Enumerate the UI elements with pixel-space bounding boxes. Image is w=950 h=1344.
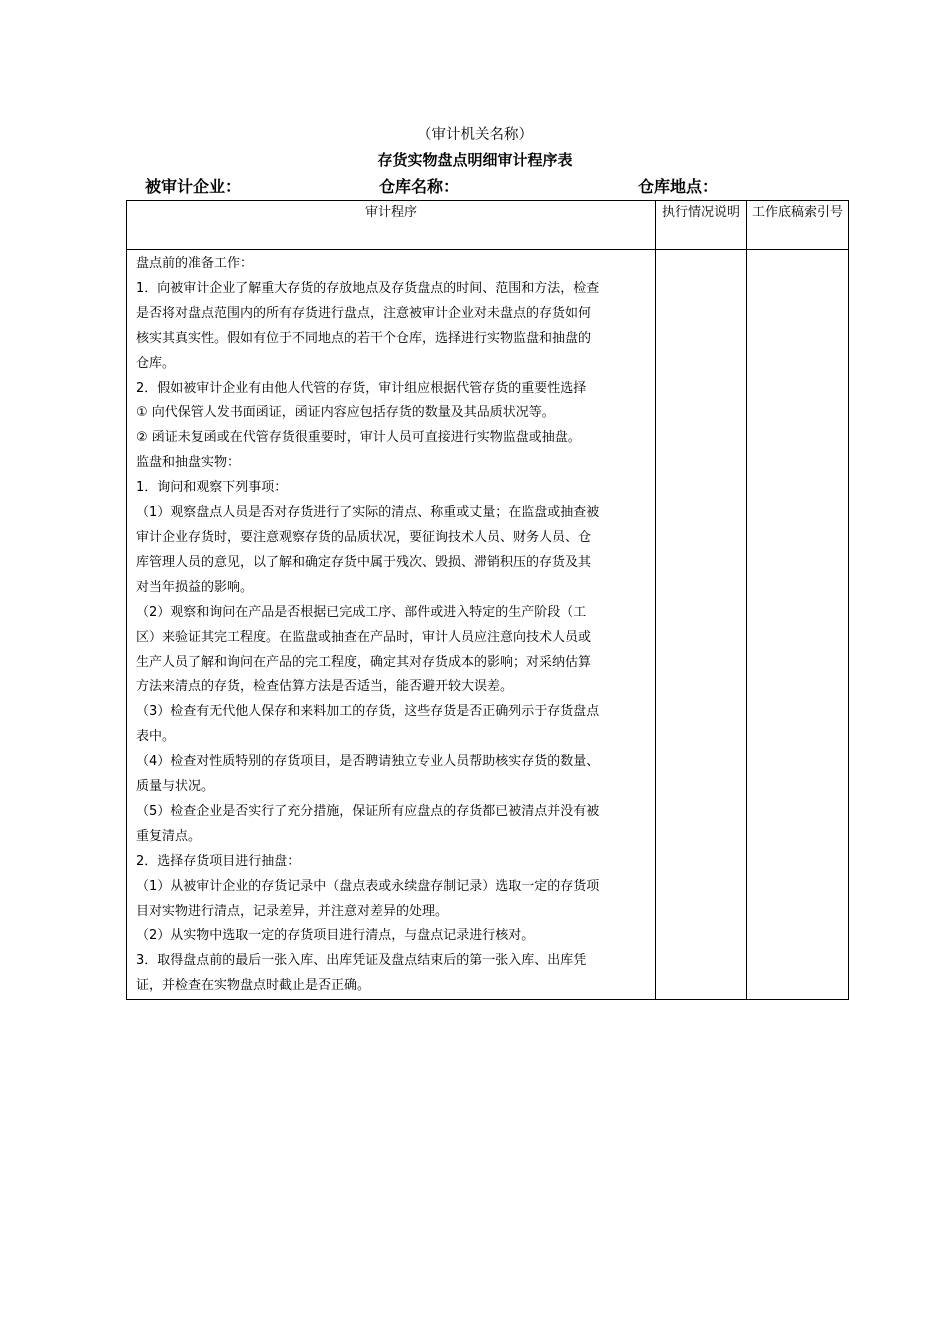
procedure-line: 质量与状况。 [136,779,215,795]
procedure-line: 重复清点。 [136,828,202,844]
procedure-line: 是否将对盘点范围内的所有存货进行盘点，注意被审计企业对未盘点的存货如何 [136,305,592,321]
audit-procedure-table [126,200,849,1000]
workpaper-index-cell[interactable] [747,250,849,1000]
procedure-line: 核实其真实性。假如有位于不同地点的若干个仓库，选择进行实物监盘和抽盘的 [136,330,592,346]
procedure-line: 审计企业存货时，要注意观察存货的品质状况，要征询技术人员、财务人员、仓 [136,529,592,545]
procedure-line: 库管理人员的意见，以了解和确定存货中属于残次、毁损、滞销积压的存货及其 [136,554,592,570]
procedure-line: 监盘和抽盘实物： [136,455,241,471]
procedure-line: （4）检查对性质特别的存货项目，是否聘请独立专业人员帮助核实存货的数量、 [136,754,600,770]
procedure-line: ② 函证未复函或在代管存货很重要时，审计人员可直接进行实物监盘或抽盘。 [136,430,581,446]
procedure-line: 3．取得盘点前的最后一张入库、出库凭证及盘点结束后的第一张入库、出库凭 [136,953,587,969]
procedure-line: ① 向代保管人发书面函证，函证内容应包括存货的数量及其品质状况等。 [136,405,555,421]
procedure-line: 对当年损益的影响。 [136,579,254,595]
column-header-procedure: 审计程序 [127,201,656,250]
procedure-line: 仓库。 [136,355,176,371]
procedure-line: 2．选择存货项目进行抽盘： [136,853,301,869]
column-header-workpaper-index: 工作底稿索引号 [747,201,849,250]
document-title: 存货实物盘点明细审计程序表 [377,151,573,169]
procedure-line: （5）检查企业是否实行了充分措施，保证所有应盘点的存货都已被清点并没有被 [136,803,600,819]
procedure-line: （1）从被审计企业的存货记录中（盘点表或永续盘存制记录）选取一定的存货项 [136,878,600,894]
table-header-row [127,201,849,250]
procedure-cell [127,250,656,1000]
column-header-execution-notes: 执行情况说明 [656,201,747,250]
procedure-line: （2）从实物中选取一定的存货项目进行清点，与盘点记录进行核对。 [136,928,535,944]
procedure-line: 证，并检查在实物盘点时截止是否正确。 [136,978,371,994]
audited-company-label: 被审计企业： [145,177,242,196]
audit-org-name: （审计机关名称） [417,127,533,143]
procedure-line: 1．向被审计企业了解重大存货的存放地点及存货盘点的时间、范围和方法，检查 [136,280,600,296]
procedure-lines [127,250,655,999]
warehouse-name-label: 仓库名称： [379,177,460,196]
procedure-line: 表中。 [136,729,176,745]
procedure-line: 盘点前的准备工作： [136,256,254,271]
procedure-line: 2．假如被审计企业有由他人代管的存货，审计组应根据代管存货的重要性选择 [136,380,587,396]
procedure-line: 区）来验证其完工程度。在监盘或抽查在产品时，审计人员应注意向技术人员或 [136,629,592,645]
warehouse-location-label: 仓库地点： [638,177,719,196]
procedure-line: 生产人员了解和询问在产品的完工程度，确定其对存货成本的影响；对采纳估算 [136,654,592,670]
procedure-line: 1．询问和观察下列事项： [136,480,288,496]
execution-notes-cell[interactable] [656,250,747,1000]
procedure-line: （1）观察盘点人员是否对存货进行了实际的清点、称重或丈量；在监盘或抽查被 [136,505,600,521]
table-row [127,250,849,1000]
procedure-line: 目对实物进行清点，记录差异，并注意对差异的处理。 [136,903,449,919]
procedure-line: （2）观察和询问在产品是否根据已完成工序、部件或进入特定的生产阶段（工 [136,604,587,620]
procedure-line: 方法来清点的存货，检查估算方法是否适当，能否避开较大误差。 [136,679,514,695]
procedure-line: （3）检查有无代他人保存和来料加工的存货，这些存货是否正确列示于存货盘点 [136,704,600,720]
